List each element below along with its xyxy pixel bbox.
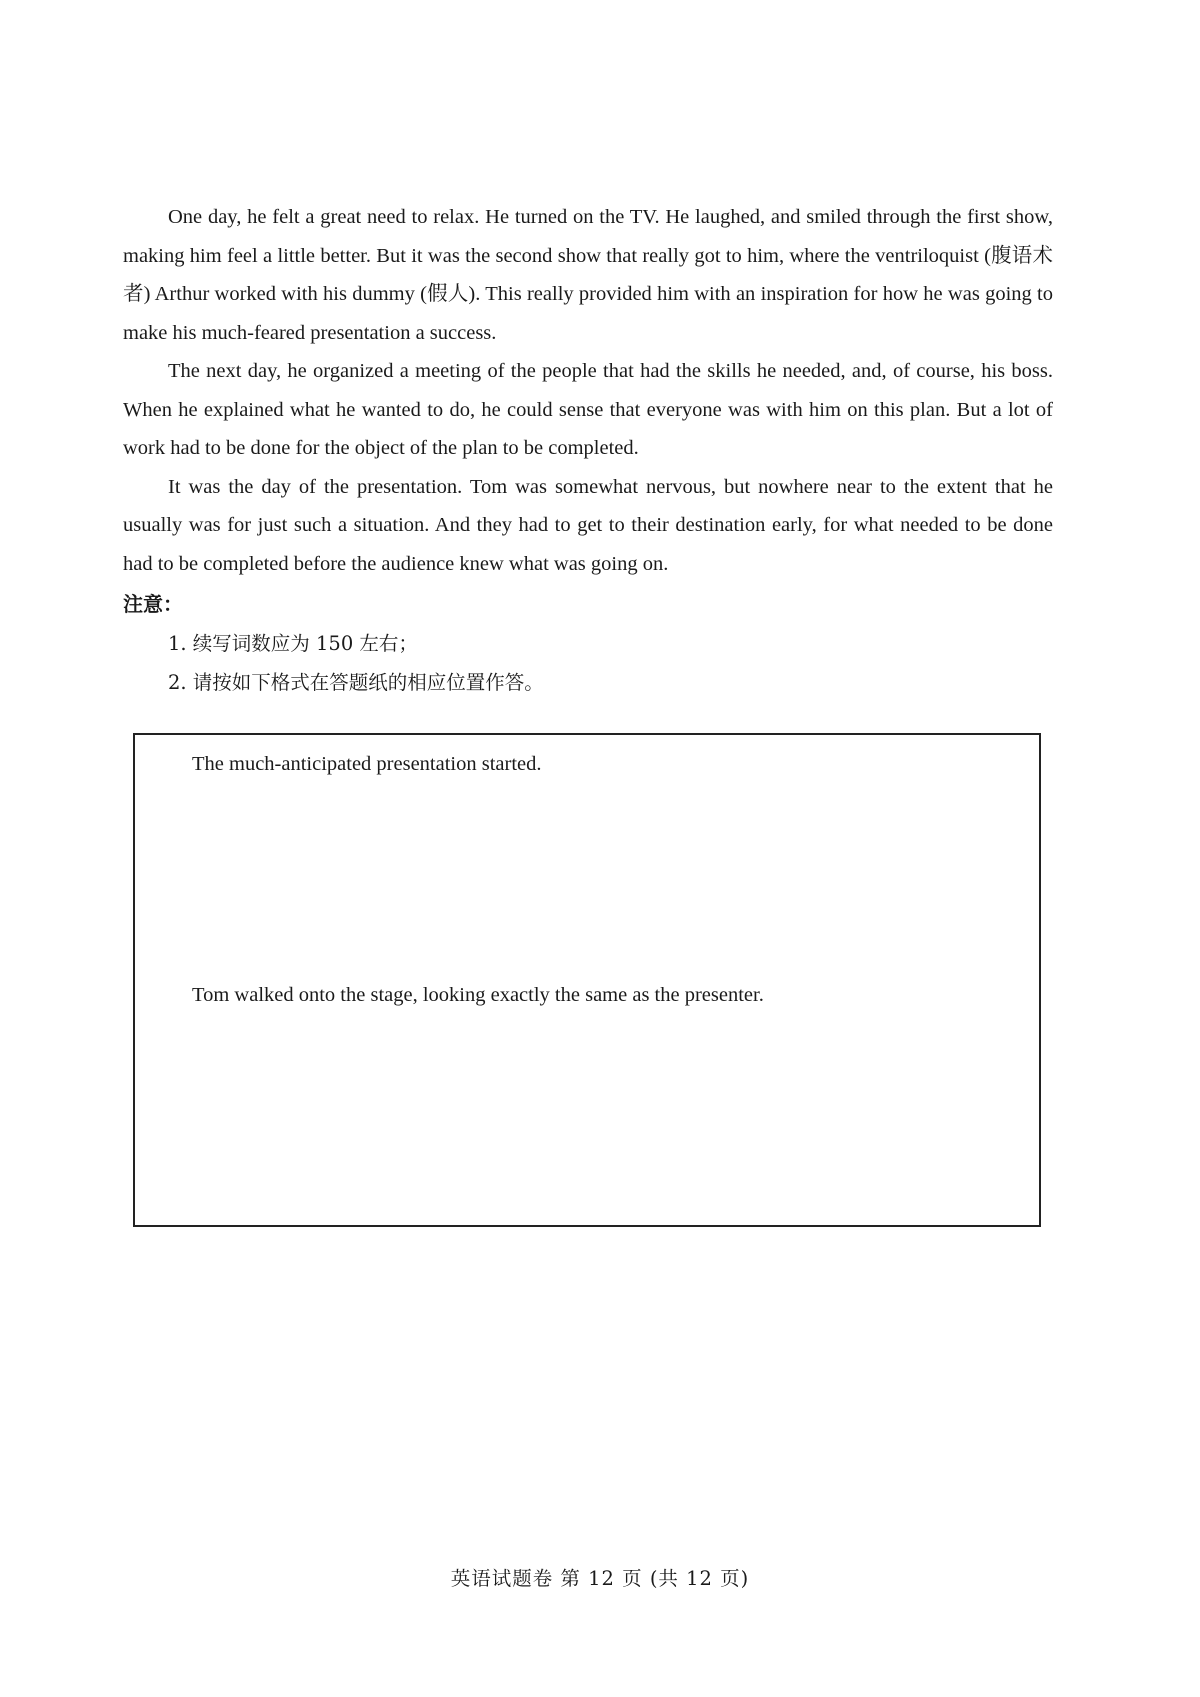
passage bbox=[123, 198, 1053, 583]
answer-opening-line-1: The much-anticipated presentation started. bbox=[192, 753, 542, 775]
page-footer: 英语试题卷 第 12 页 (共 12 页) bbox=[450, 1567, 750, 1590]
answer-opening-line-2: Tom walked onto the stage, looking exactly the same as the presenter. bbox=[192, 984, 764, 1006]
passage-paragraph-2: The next day, he organized a meeting of the people that had the skills he needed, and, of course, his boss. When he explained what he wanted to do, he could sense that everyone was with him on this plan. But a lot of work had to be done for the object of the plan to be completed. bbox=[123, 360, 1053, 459]
notes-section bbox=[123, 585, 1023, 702]
notes-title: 注意： bbox=[123, 592, 183, 616]
answer-format-box bbox=[133, 733, 1041, 1227]
notes-item-1: 1. 续写词数应为 150 左右； bbox=[168, 632, 418, 655]
passage-paragraph-1: One day, he felt a great need to relax. He turned on the TV. He laughed, and smiled through the first show, making him feel a little better. But it was the second show that really got to him, where the ventriloquist (腹语术者) Arthur worked with his dummy (假人). This really provided him with an inspiration for how he was going to make his much-feared presentation a success. bbox=[123, 206, 1053, 344]
passage-paragraph-3: It was the day of the presentation. Tom was somewhat nervous, but nowhere near to the extent that he usually was for just such a situation. And they had to get to their destination early, for what needed to be done had to be completed before the audience knew what was going on. bbox=[123, 475, 1053, 575]
notes-list bbox=[123, 624, 1023, 702]
notes-item-2: 2. 请按如下格式在答题纸的相应位置作答。 bbox=[168, 671, 544, 694]
